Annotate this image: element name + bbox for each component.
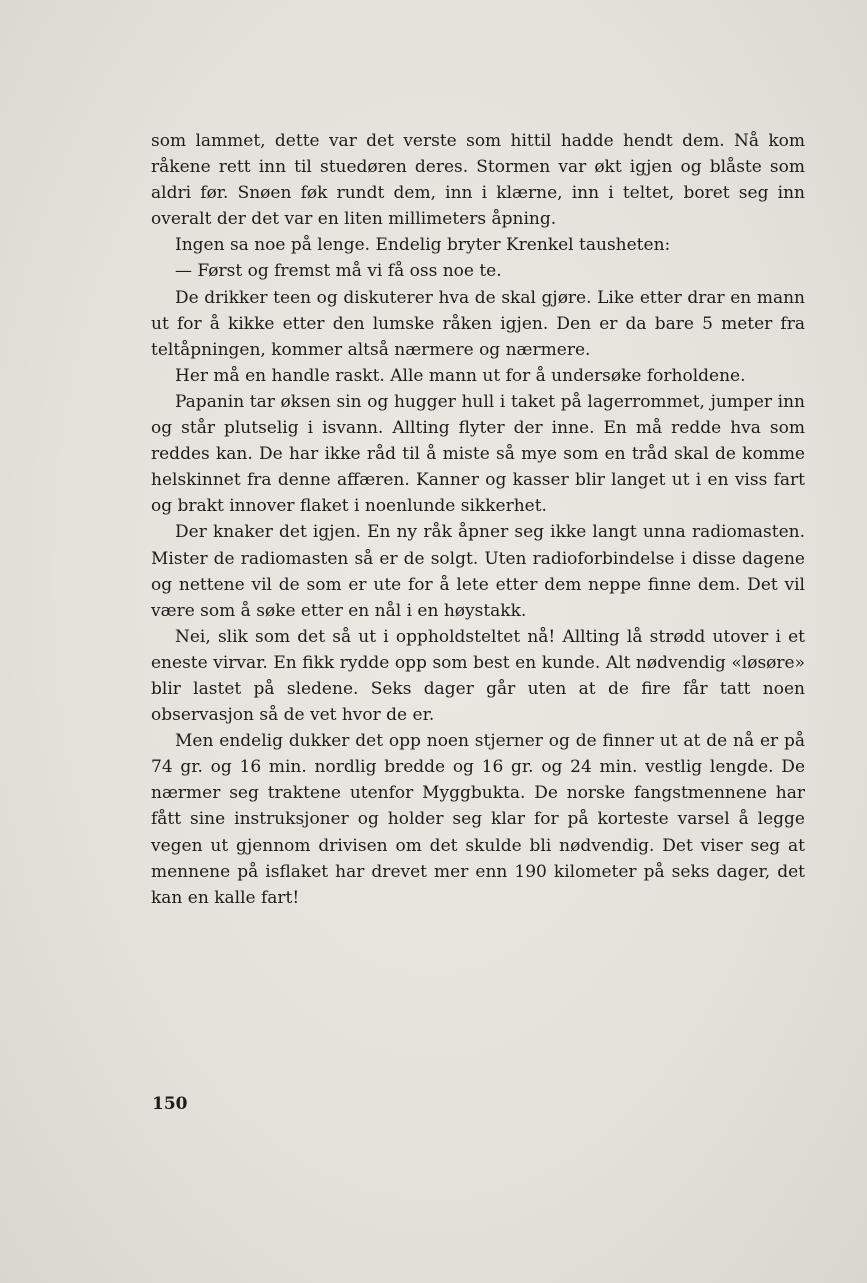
body-text — [151, 128, 805, 911]
paragraph-5: Her må en handle raskt. Alle mann ut for å undersøke forholdene. — [175, 365, 746, 386]
paragraph-1: som lammet, dette var det verste som hittil hadde hendt dem. Nå kom råkene rett inn til stuedøren deres. Stormen var økt igjen og blåste som aldri før. Snøen føk rundt dem, inn i klærne, inn i teltet, boret seg inn overalt der det var en liten millimeters åpning. — [151, 131, 805, 230]
paragraph-7: Der knaker det igjen. En ny råk åpner seg ikke langt unna radiomasten. Mister de radiomasten så er de solgt. Uten radioforbindelse i disse dagene og nettene vil de som er ute for å lete etter dem neppe finne dem. Det vil være som å søke etter en nål i en høystakk. — [151, 522, 805, 621]
paragraph-3: — Først og fremst må vi få oss noe te. — [175, 261, 502, 282]
paragraph-6: Papanin tar øksen sin og hugger hull i taket på lagerrommet, jumper inn og står plutselig i isvann. Allting flyter der inne. En må redde hva som reddes kan. De har ikke råd til å miste så mye som en tråd skal de komme helskinnet fra denne affæren. Kanner og kasser blir langet ut i en viss fart og brakt innover flaket i noenlunde sikkerhet. — [151, 391, 805, 517]
page-number: 150 — [152, 1094, 188, 1114]
paragraph-4: De drikker teen og diskuterer hva de skal gjøre. Like etter drar en mann ut for å kikke etter den lumske råken igjen. Den er da bare 5 meter fra teltåpningen, kommer altså nærmere og nærmere. — [151, 287, 805, 360]
paragraph-9: Men endelig dukker det opp noen stjerner og de finner ut at de nå er på 74 gr. og 16 min. nordlig bredde og 16 gr. og 24 min. vestlig lengde. De nærmer seg traktene utenfor Myggbukta. De norske fangstmennene har fått sine instruksjoner og holder seg klar for på korteste varsel å legge vegen ut gjennom drivisen om det skulde bli nødvendig. Det viser seg at mennene på isflaket har drevet mer enn 190 kilometer på seks dager, det kan en kalle fart! — [151, 731, 805, 908]
paragraph-8: Nei, slik som det så ut i oppholdsteltet nå! Allting lå strødd utover i et eneste virvar. En fikk rydde opp som best en kunde. Alt nødvendig «løsøre» blir lastet på sledene. Seks dager går uten at de fire får tatt noen observasjon så de vet hvor de er. — [151, 626, 805, 726]
paragraph-2: Ingen sa noe på lenge. Endelig bryter Krenkel tausheten: — [175, 235, 671, 256]
